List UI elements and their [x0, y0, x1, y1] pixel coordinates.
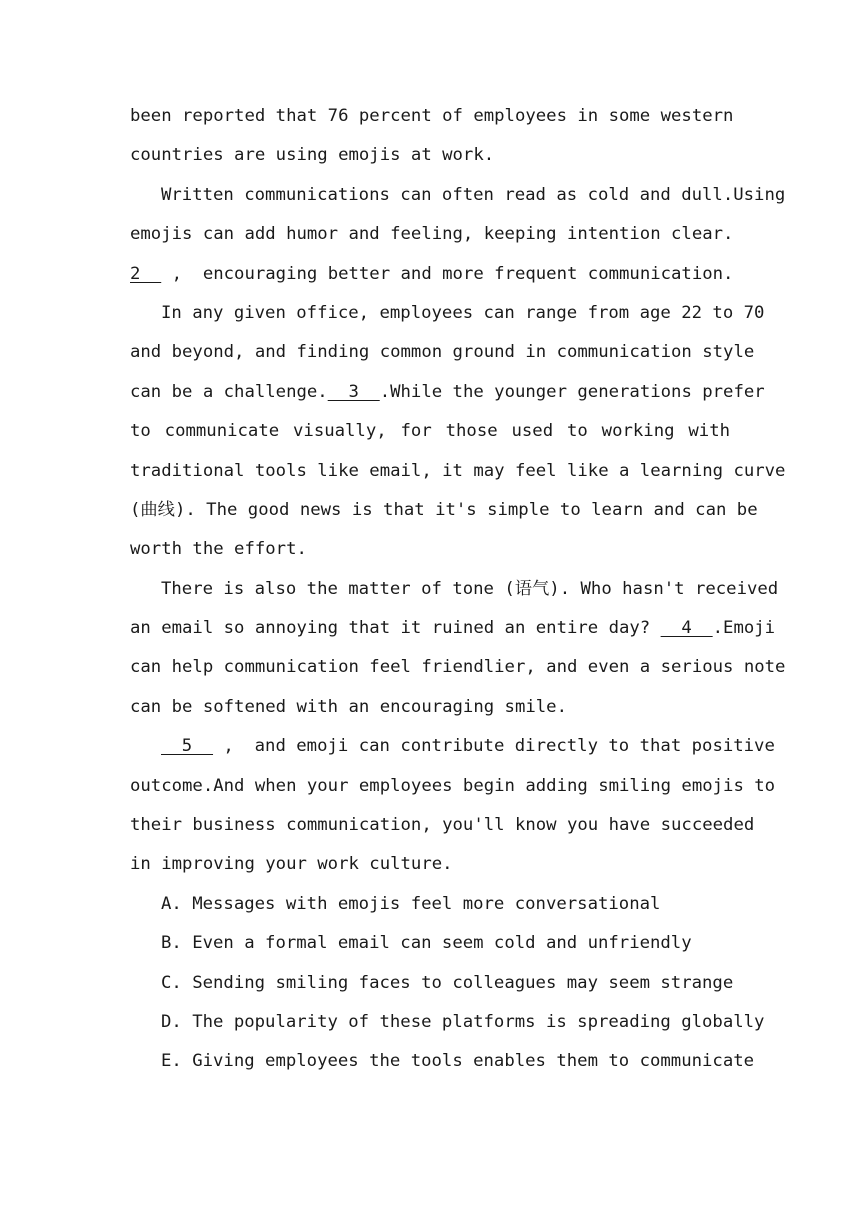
- passage-line: There is also the matter of tone (语气). Who hasn't received: [161, 578, 779, 599]
- passage-line: In any given office, employees can range from age 22 to 70: [161, 302, 765, 323]
- passage-line: their business communication, you'll know you have succeeded: [130, 815, 755, 836]
- passage-line: can help communication feel friendlier, and even a serious note: [130, 657, 786, 678]
- passage-line: worth the effort.: [130, 539, 307, 560]
- blank-5-punct: ,: [213, 736, 255, 757]
- passage-line: traditional tools like email, it may feel like a learning curve: [130, 460, 786, 481]
- blank-4: 4: [660, 618, 713, 639]
- passage-line: [130, 609, 776, 648]
- passage-line: (曲线). The good news is that it's simple to learn and can be: [130, 499, 758, 520]
- passage-text: and emoji can contribute directly to that positive: [254, 736, 775, 757]
- option-c: C. Sending smiling faces to colleagues may seem strange: [161, 972, 734, 993]
- passage-text: an email so annoying that it ruined an entire day?: [130, 618, 651, 639]
- passage-line: to communicate visually, for those used to working with: [130, 421, 730, 442]
- passage-text: .While the younger generations prefer: [379, 381, 765, 402]
- passage-text: .Emoji: [712, 618, 776, 639]
- option-a: A. Messages with emojis feel more conversational: [161, 893, 661, 914]
- passage: [130, 97, 786, 1082]
- passage-line: and beyond, and finding common ground in communication style: [130, 342, 755, 363]
- option-b: B. Even a formal email can seem cold and unfriendly: [161, 933, 692, 954]
- passage-line: [130, 373, 765, 412]
- blank-5: 5: [161, 736, 214, 757]
- passage-line: [130, 727, 775, 766]
- blank-3: 3: [327, 381, 380, 402]
- passage-text: can be a challenge.: [130, 381, 328, 402]
- passage-line: in improving your work culture.: [130, 854, 453, 875]
- passage-line: [130, 255, 734, 294]
- option-d: D. The popularity of these platforms is spreading globally: [161, 1011, 765, 1032]
- passage-line: been reported that 76 percent of employees in some western: [130, 106, 734, 126]
- passage-line: Written communications can often read as cold and dull.Using: [161, 184, 786, 205]
- passage-line: emojis can add humor and feeling, keeping intention clear.: [130, 224, 734, 245]
- option-e: E. Giving employees the tools enables them to communicate: [161, 1051, 755, 1072]
- passage-line: can be softened with an encouraging smile.: [130, 696, 567, 717]
- passage-line: countries are using emojis at work.: [130, 145, 495, 166]
- passage-line: outcome.And when your employees begin adding smiling emojis to: [130, 775, 776, 796]
- passage-text: encouraging better and more frequent communication.: [202, 263, 734, 284]
- blank-2-punct: ,: [161, 263, 203, 284]
- blank-2: 2: [130, 263, 162, 284]
